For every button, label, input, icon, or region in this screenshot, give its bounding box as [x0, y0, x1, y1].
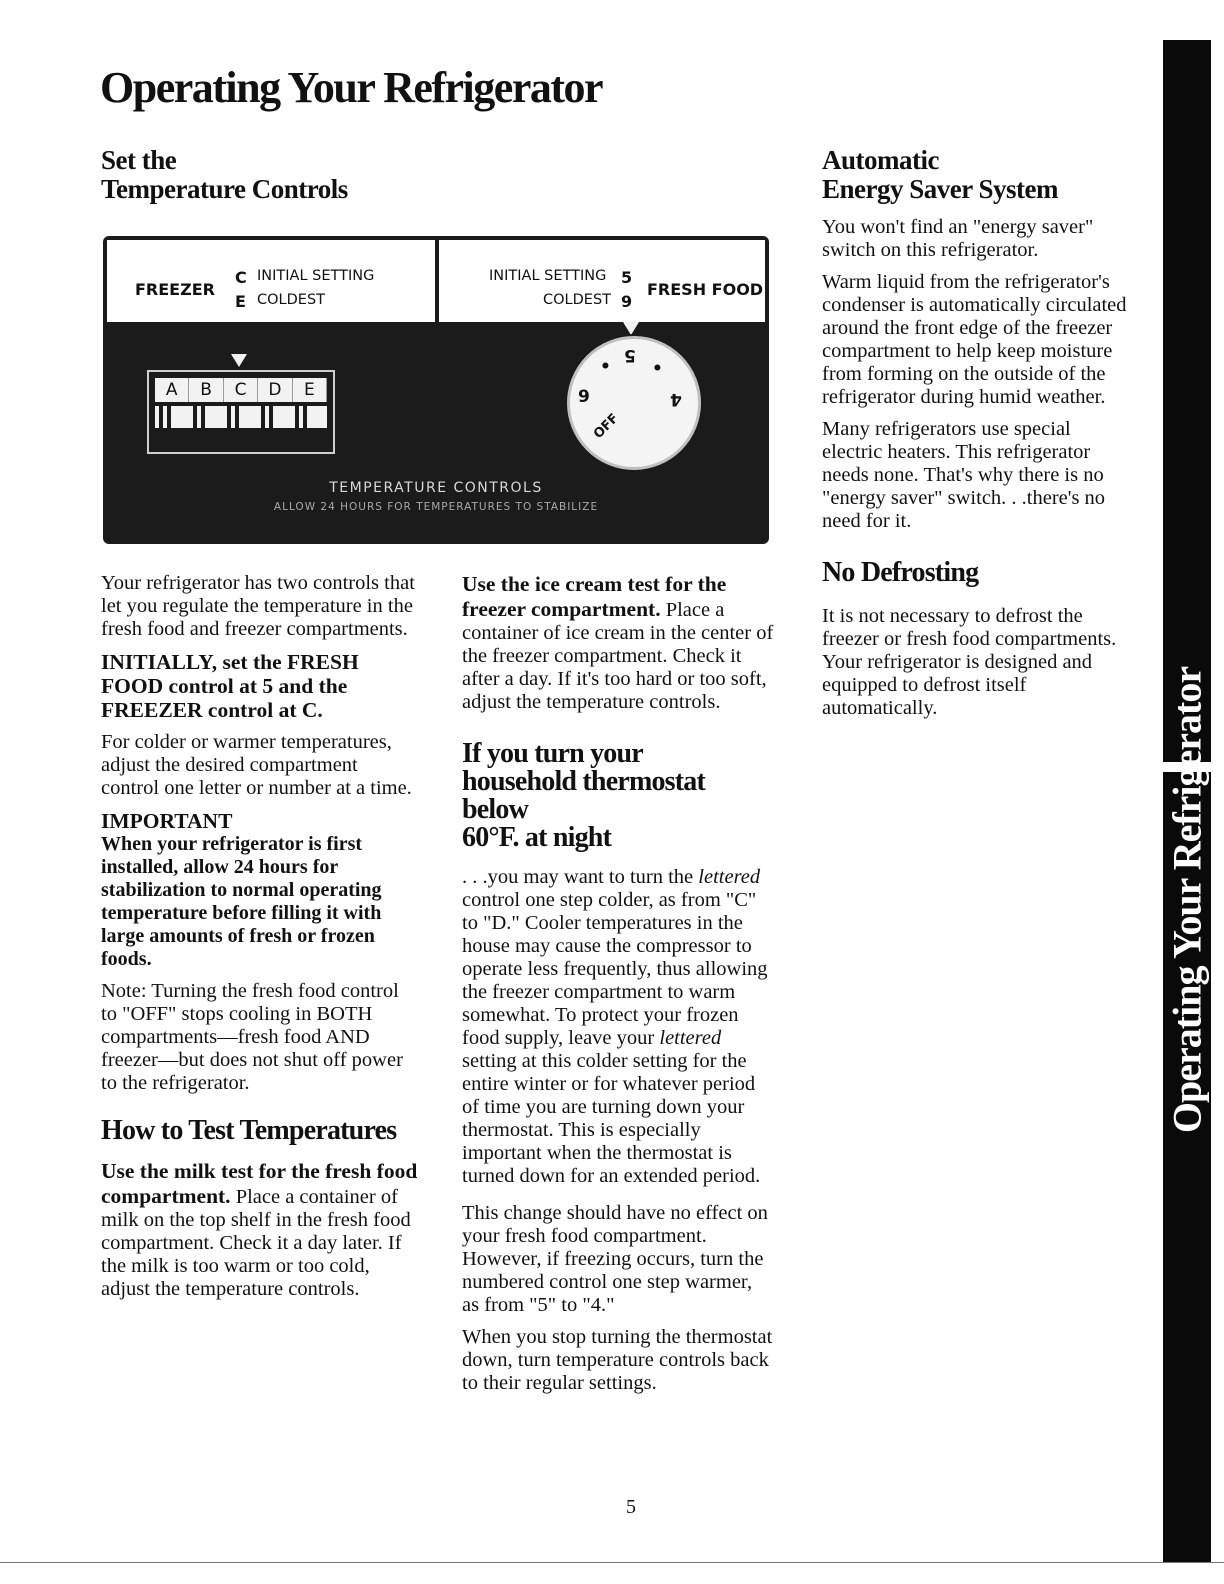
fresh-initial-text: INITIAL SETTING — [489, 268, 607, 284]
dial-mark-5: 5 — [624, 345, 636, 365]
intro-paragraph: Your refrigerator has two controls that let you regulate the temperature in the fresh food and freezer compartments. — [101, 572, 415, 640]
fresh-initial-number: 5 — [621, 268, 633, 287]
thermostat-heading-line1: If you turn your — [462, 738, 643, 769]
thermostat-p1-lettered-2: lettered — [659, 1027, 722, 1049]
freezer-coldest-letter: E — [235, 292, 246, 311]
dial-mark-4: 4 — [670, 389, 682, 409]
thermostat-heading — [462, 740, 774, 852]
temp-controls-heading-line2: Temperature Controls — [101, 174, 348, 204]
dial-mark-dot: • — [600, 357, 611, 377]
temperature-control-panel — [103, 236, 769, 544]
no-defrosting-heading: No Defrosting — [822, 557, 979, 588]
freezer-coldest-text: COLDEST — [257, 292, 326, 308]
slider-letter: C — [224, 378, 258, 402]
no-defrosting-paragraph: It is not necessary to defrost the freezer or fresh food compartments. Your refrigerator is designed and equipped to defrost itself automatically. — [822, 605, 1117, 719]
fresh-coldest-number: 9 — [621, 292, 633, 311]
freezer-label-box — [107, 240, 435, 322]
energy-saver-paragraph-2: Warm liquid from the refrigerator's condenser is automatically circulated around the front edge of the freezer compartment to help keep moisture from forming on the outside of the refrigerator during humid weather. — [822, 271, 1127, 408]
freezer-initial-text: INITIAL SETTING — [257, 268, 375, 284]
important-paragraph: When your refrigerator is first installed, allow 24 hours for stabilization to normal operating temperature before filling it with large amounts of fresh or frozen foods. — [101, 833, 382, 970]
thermostat-heading-line3: 60°F. at night — [462, 822, 612, 853]
colder-paragraph: For colder or warmer temperatures, adjust the desired compartment control one letter or number at a time. — [101, 731, 412, 799]
section-tab-label: Operating Your Refrigerator — [1164, 666, 1210, 1134]
thermostat-p1-part-c: setting at this colder setting for the entire winter or for whatever period of time you are turning down your thermostat. This is especially important when the thermostat is turned down for an extended period. — [462, 1050, 761, 1187]
energy-saver-heading — [822, 146, 1134, 204]
section-tab-upper — [1163, 40, 1211, 762]
ice-cream-test-paragraph — [462, 572, 774, 714]
thermostat-heading-line2: household thermostat below — [462, 766, 706, 825]
initially-paragraph: INITIALLY, set the FRESH FOOD control at 5 and the FREEZER control at C. — [101, 650, 359, 722]
thermostat-paragraph-1 — [462, 866, 774, 1188]
page-title: Operating Your Refrigerator — [100, 63, 603, 112]
freezer-initial-letter: C — [235, 268, 247, 287]
energy-saver-heading-line1: Automatic — [822, 145, 939, 175]
dial-mark-off: OFF — [590, 411, 622, 442]
freezer-slider-ticks — [155, 406, 327, 428]
energy-saver-paragraph-3: Many refrigerators use special electric heaters. This refrigerator needs none. That's why there is no "energy saver" switch. . .there's no need for it. — [822, 418, 1106, 532]
energy-saver-heading-line2: Energy Saver System — [822, 174, 1058, 204]
temp-controls-heading — [101, 146, 348, 204]
energy-saver-paragraph-1: You won't find an "energy saver" switch on this refrigerator. — [822, 216, 1094, 261]
slider-letter: E — [293, 378, 327, 402]
important-heading: IMPORTANT — [101, 809, 233, 833]
ice-cream-test-lead: Use the ice cream test for the freezer compartment. — [462, 572, 727, 621]
fresh-food-control-dial — [567, 336, 701, 470]
column-2 — [462, 572, 774, 1404]
bottom-rule — [0, 1562, 1224, 1563]
freezer-label: FREEZER — [135, 280, 215, 299]
thermostat-paragraph-2: This change should have no effect on your fresh food compartment. However, if freezing occurs, turn the numbered control one step warmer, as from "5" to "4." — [462, 1202, 768, 1316]
thermostat-paragraph-3: When you stop turning the thermostat down, turn temperature controls back to their regular settings. — [462, 1326, 773, 1394]
fresh-coldest-text: COLDEST — [543, 292, 612, 308]
thermostat-p1-part-a: . . .you may want to turn the — [462, 866, 699, 888]
milk-test-lead: Use the milk test for the fresh food compartment. — [101, 1159, 418, 1208]
dial-mark-9: 9 — [578, 387, 590, 407]
dial-mark-dot: • — [652, 359, 663, 379]
milk-test-paragraph — [101, 1159, 419, 1301]
thermostat-p1-part-b: control one step colder, as from "C" to "D." Cooler temperatures in the house may cause the compressor to operate less frequently, thus allowing the freezer compartment to warm somewhat. To protect your frozen food supply, leave your — [462, 889, 768, 1049]
ice-cream-test-text: Place a container of ice cream in the center of the freezer compartment. Check it after a day. If it's too hard or too soft, adjust the temperature controls. — [462, 599, 774, 713]
freezer-pointer-arrow-icon — [231, 354, 247, 367]
slider-letter: B — [189, 378, 223, 402]
thermostat-p1-lettered: lettered — [698, 866, 761, 888]
fresh-food-label: FRESH FOOD — [647, 280, 764, 299]
milk-test-text: Place a container of milk on the top shelf in the fresh food compartment. Check it a day later. If the milk is too warm or too cold, adjust the temperature controls. — [101, 1186, 411, 1300]
page-number: 5 — [626, 1496, 636, 1518]
slider-letter: A — [155, 378, 189, 402]
test-temperatures-heading: How to Test Temperatures — [101, 1115, 397, 1146]
column-1 — [101, 572, 419, 1310]
panel-caption-instruction: ALLOW 24 HOURS FOR TEMPERATURES TO STABILIZE — [273, 501, 599, 513]
fresh-food-label-box — [439, 240, 765, 322]
fresh-food-pointer-arrow-icon — [623, 322, 639, 335]
temp-controls-heading-line1: Set the — [101, 145, 177, 175]
slider-letter: D — [258, 378, 292, 402]
column-3 — [822, 146, 1134, 729]
panel-caption-title: TEMPERATURE CONTROLS — [329, 480, 543, 496]
note-paragraph: Note: Turning the fresh food control to "OFF" stops cooling in BOTH compartments—fresh food AND freezer—but does not shut off power to the refrigerator. — [101, 980, 403, 1094]
freezer-slider-letters — [155, 378, 327, 402]
freezer-control-slider — [147, 370, 335, 454]
